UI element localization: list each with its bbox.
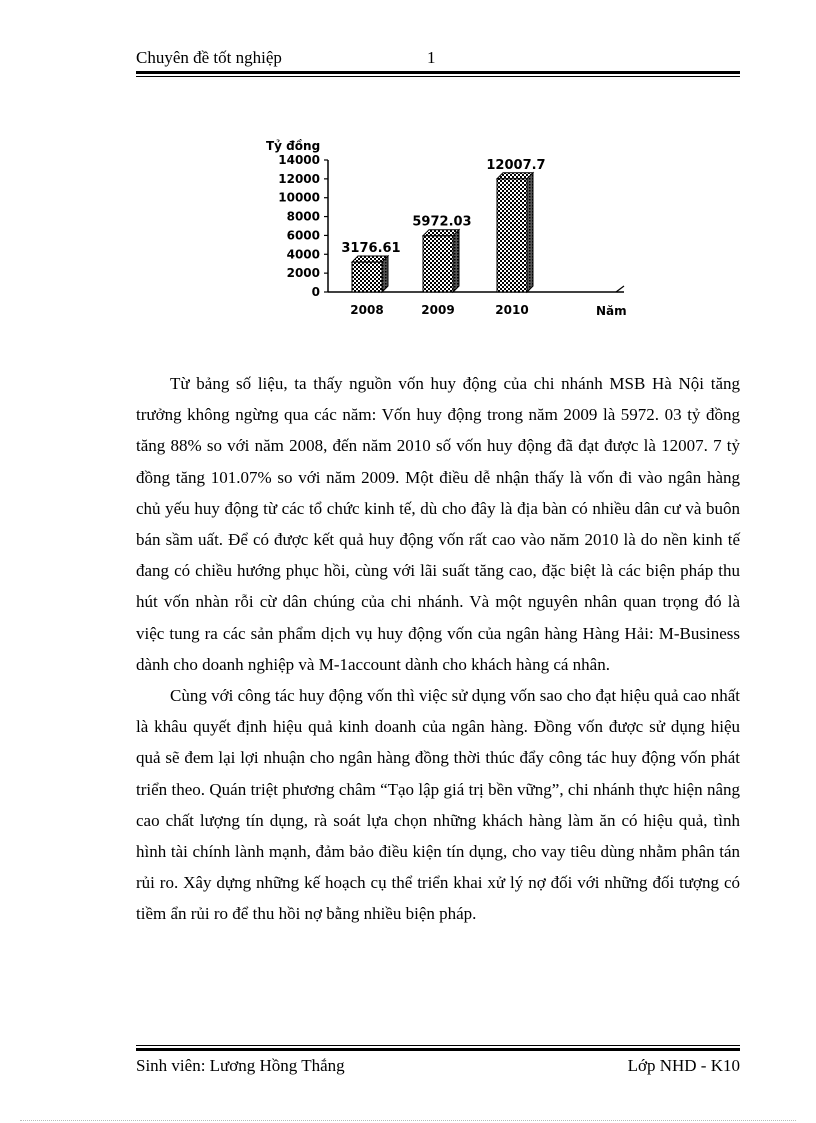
page-number: 1 <box>427 48 436 67</box>
data-label-2010: 12007.7 <box>486 157 546 173</box>
y-tick-label: 6000 <box>286 228 320 243</box>
footer-rule-thin <box>136 1045 740 1046</box>
y-ticks <box>278 153 328 299</box>
y-axis-label: Tỷ đồng <box>266 139 321 153</box>
page-footer <box>136 1056 740 1080</box>
header-rule-thin <box>136 76 740 77</box>
bar-side-2008 <box>382 256 388 292</box>
y-tick-label: 8000 <box>286 209 320 224</box>
y-tick-label: 2000 <box>286 266 320 281</box>
page-header <box>136 48 740 72</box>
student-name: Sinh viên: Lương Hồng Thắng <box>136 1056 345 1075</box>
paragraph-2: Cùng với công tác huy động vốn thì việc sử dụng vốn sao cho đạt hiệu quả cao nhất là khâu quyết định hiệu quả kinh doanh của ngân hàng. Đồng vốn được sử dụng hiệu quả sẽ đem lại lợi nhuận cho ngân hàng đồng thời thúc đẩy công tác huy động vốn phát triển theo. Quán triệt phương châm “Tạo lập giá trị bền vững”, chi nhánh thực hiện nâng cao chất lượng tín dụng, rà soát lựa chọn những khách hàng làm ăn có hiệu quả, tình hình tài chính lành mạnh, đảm bảo điều kiện tín dụng, cho vay tiêu dùng nhằm phân tán rủi ro. Xây dựng những kế hoạch cụ thể triển khai xử lý nợ đối với những đối tượng có tiềm ẩn rủi ro để thu hồi nợ bằng nhiều biện pháp. <box>136 686 740 924</box>
bar-side-2010 <box>527 173 533 292</box>
x-axis-label: Năm <box>596 304 627 318</box>
data-label-2008: 3176.61 <box>341 241 401 257</box>
y-tick-label: 10000 <box>278 190 320 205</box>
bar-2010 <box>497 179 527 292</box>
x-axis-end-tick <box>616 286 624 292</box>
class-name: Lớp NHD - K10 <box>627 1056 740 1075</box>
y-tick-label: 12000 <box>278 171 320 186</box>
category-label-2010: 2010 <box>495 303 529 317</box>
bar-side-2009 <box>453 230 459 292</box>
header-rule-thick <box>136 71 740 74</box>
y-tick-label: 14000 <box>278 153 320 167</box>
bar-2009 <box>423 236 453 292</box>
page-edge-dotted-line <box>20 1120 796 1121</box>
document-title: Chuyên đề tốt nghiệp <box>136 48 282 67</box>
footer-rule-thick <box>136 1048 740 1051</box>
paragraph-1: Từ bảng số liệu, ta thấy nguồn vốn huy động của chi nhánh MSB Hà Nội tăng trưởng không ngừng qua các năm: Vốn huy động trong năm 2009 là 5972. 03 tỷ đồng tăng 88% so với năm 2008, đến năm 2010 số vốn huy động đã đạt được là 12007. 7 tỷ đồng tăng 101.07% so với năm 2009. Một điều dễ nhận thấy là vốn đi vào ngân hàng chủ yếu huy động từ các tổ chức kinh tế, dù cho đây là địa bàn có nhiều dân cư và buôn bán sầm uất. Để có được kết quả huy động vốn rất cao vào năm 2010 là do nền kinh tế đang có chiều hướng phục hồi, cùng với lãi suất tăng cao, đặc biệt là các biện pháp thu hút vốn nhàn rỗi cừ dân chúng của chi nhánh. Và một nguyên nhân quan trọng đó là việc tung ra các sản phẩm dịch vụ huy động vốn của ngân hàng Hàng Hải: M-Business dành cho doanh nghiệp và M-1account dành cho khách hàng cá nhân. <box>136 374 740 674</box>
category-label-2009: 2009 <box>421 303 455 317</box>
category-label-2008: 2008 <box>350 303 384 317</box>
y-tick-label: 4000 <box>286 247 320 262</box>
capital-mobilization-chart <box>250 130 650 330</box>
bars <box>341 158 545 317</box>
body-text <box>136 368 740 930</box>
bar-2008 <box>352 262 382 292</box>
data-label-2009: 5972.03 <box>412 214 472 230</box>
y-tick-label: 0 <box>311 285 320 299</box>
